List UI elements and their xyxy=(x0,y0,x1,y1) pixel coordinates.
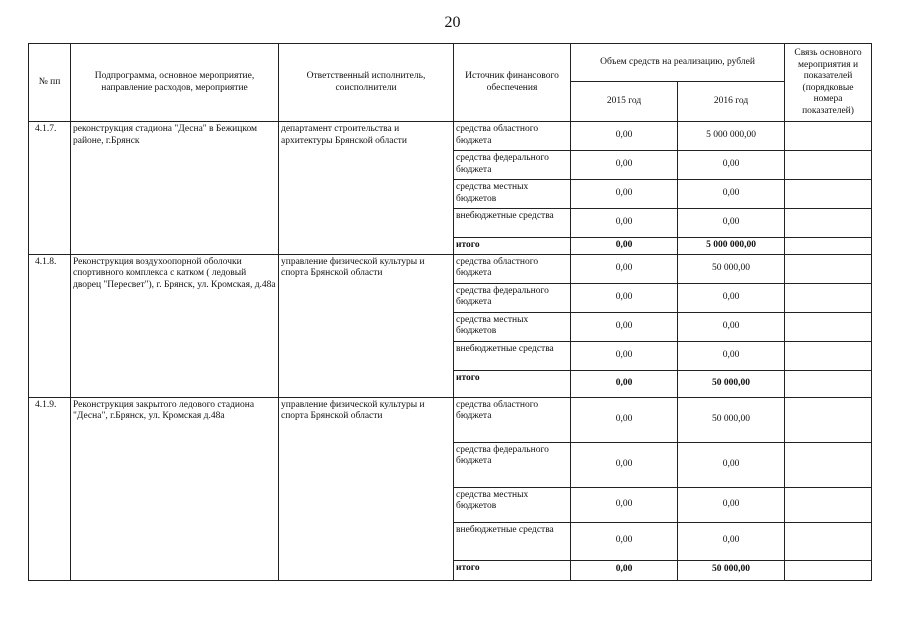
header-volume: Объем средств на реализацию, рублей xyxy=(571,44,785,82)
header-year-2015: 2015 год xyxy=(571,82,678,122)
amount-2015: 0,00 xyxy=(571,370,678,397)
indicator-link xyxy=(785,312,872,341)
header-year-2016: 2016 год xyxy=(678,82,785,122)
amount-2016: 5 000 000,00 xyxy=(678,122,785,151)
funding-source: средства федерального бюджета xyxy=(454,283,571,312)
amount-2016: 50 000,00 xyxy=(678,370,785,397)
item-executor: управление физической культуры и спорта Брянской области xyxy=(279,397,454,580)
amount-2016: 50 000,00 xyxy=(678,397,785,442)
funding-source: средства областного бюджета xyxy=(454,254,571,283)
amount-2015: 0,00 xyxy=(571,151,678,180)
amount-2015: 0,00 xyxy=(571,397,678,442)
amount-2015: 0,00 xyxy=(571,283,678,312)
funding-source: средства федерального бюджета xyxy=(454,151,571,180)
item-number: 4.1.7. xyxy=(29,122,71,255)
table-row xyxy=(29,397,872,442)
item-number: 4.1.9. xyxy=(29,397,71,580)
item-executor: департамент строительства и архитектуры Брянской области xyxy=(279,122,454,255)
header-link: Связь основного мероприятия и показателей (порядковые номера показателей) xyxy=(785,44,872,122)
header-subprogram: Подпрограмма, основное мероприятие, направление расходов, мероприятие xyxy=(71,44,279,122)
header-source: Источник финансового обеспечения xyxy=(454,44,571,122)
amount-2016: 0,00 xyxy=(678,341,785,370)
funding-source: итого xyxy=(454,238,571,255)
indicator-link xyxy=(785,283,872,312)
indicator-link xyxy=(785,397,872,442)
amount-2015: 0,00 xyxy=(571,487,678,522)
indicator-link xyxy=(785,442,872,487)
amount-2016: 0,00 xyxy=(678,522,785,560)
amount-2016: 0,00 xyxy=(678,180,785,209)
indicator-link xyxy=(785,487,872,522)
table-row xyxy=(29,254,872,283)
amount-2016: 0,00 xyxy=(678,151,785,180)
item-name: Реконструкция закрытого ледового стадиона "Десна", г.Брянск, ул. Кромская д.48а xyxy=(71,397,279,580)
item-executor: управление физической культуры и спорта Брянской области xyxy=(279,254,454,397)
amount-2016: 0,00 xyxy=(678,312,785,341)
header-num: № пп xyxy=(29,44,71,122)
indicator-link xyxy=(785,238,872,255)
amount-2015: 0,00 xyxy=(571,560,678,580)
amount-2015: 0,00 xyxy=(571,209,678,238)
indicator-link xyxy=(785,560,872,580)
amount-2015: 0,00 xyxy=(571,312,678,341)
indicator-link xyxy=(785,180,872,209)
amount-2016: 0,00 xyxy=(678,442,785,487)
table-row xyxy=(29,122,872,151)
table-body xyxy=(29,122,872,581)
amount-2015: 0,00 xyxy=(571,442,678,487)
funding-source: итого xyxy=(454,560,571,580)
funding-source: средства местных бюджетов xyxy=(454,180,571,209)
amount-2016: 0,00 xyxy=(678,487,785,522)
amount-2016: 50 000,00 xyxy=(678,560,785,580)
header-executor: Ответственный исполнитель, соисполнители xyxy=(279,44,454,122)
indicator-link xyxy=(785,122,872,151)
amount-2015: 0,00 xyxy=(571,180,678,209)
indicator-link xyxy=(785,254,872,283)
funding-source: итого xyxy=(454,370,571,397)
funding-source: средства местных бюджетов xyxy=(454,487,571,522)
amount-2016: 5 000 000,00 xyxy=(678,238,785,255)
funding-source: средства федерального бюджета xyxy=(454,442,571,487)
amount-2016: 50 000,00 xyxy=(678,254,785,283)
indicator-link xyxy=(785,522,872,560)
funding-source: внебюджетные средства xyxy=(454,209,571,238)
financing-table xyxy=(28,43,872,581)
amount-2015: 0,00 xyxy=(571,341,678,370)
amount-2015: 0,00 xyxy=(571,254,678,283)
indicator-link xyxy=(785,341,872,370)
indicator-link xyxy=(785,151,872,180)
indicator-link xyxy=(785,209,872,238)
indicator-link xyxy=(785,370,872,397)
funding-source: внебюджетные средства xyxy=(454,341,571,370)
amount-2016: 0,00 xyxy=(678,283,785,312)
amount-2015: 0,00 xyxy=(571,122,678,151)
funding-source: внебюджетные средства xyxy=(454,522,571,560)
item-name: реконструкция стадиона "Десна" в Бежицком районе, г.Брянск xyxy=(71,122,279,255)
funding-source: средства областного бюджета xyxy=(454,397,571,442)
funding-source: средства местных бюджетов xyxy=(454,312,571,341)
amount-2015: 0,00 xyxy=(571,522,678,560)
item-number: 4.1.8. xyxy=(29,254,71,397)
amount-2015: 0,00 xyxy=(571,238,678,255)
amount-2016: 0,00 xyxy=(678,209,785,238)
table-header-row xyxy=(29,44,872,82)
page-number: 20 xyxy=(444,14,461,31)
funding-source: средства областного бюджета xyxy=(454,122,571,151)
item-name: Реконструкция воздухоопорной оболочки спортивного комплекса с катком ( ледовый дворец "Пересвет"), г. Брянск, ул. Кромская, д.48а xyxy=(71,254,279,397)
